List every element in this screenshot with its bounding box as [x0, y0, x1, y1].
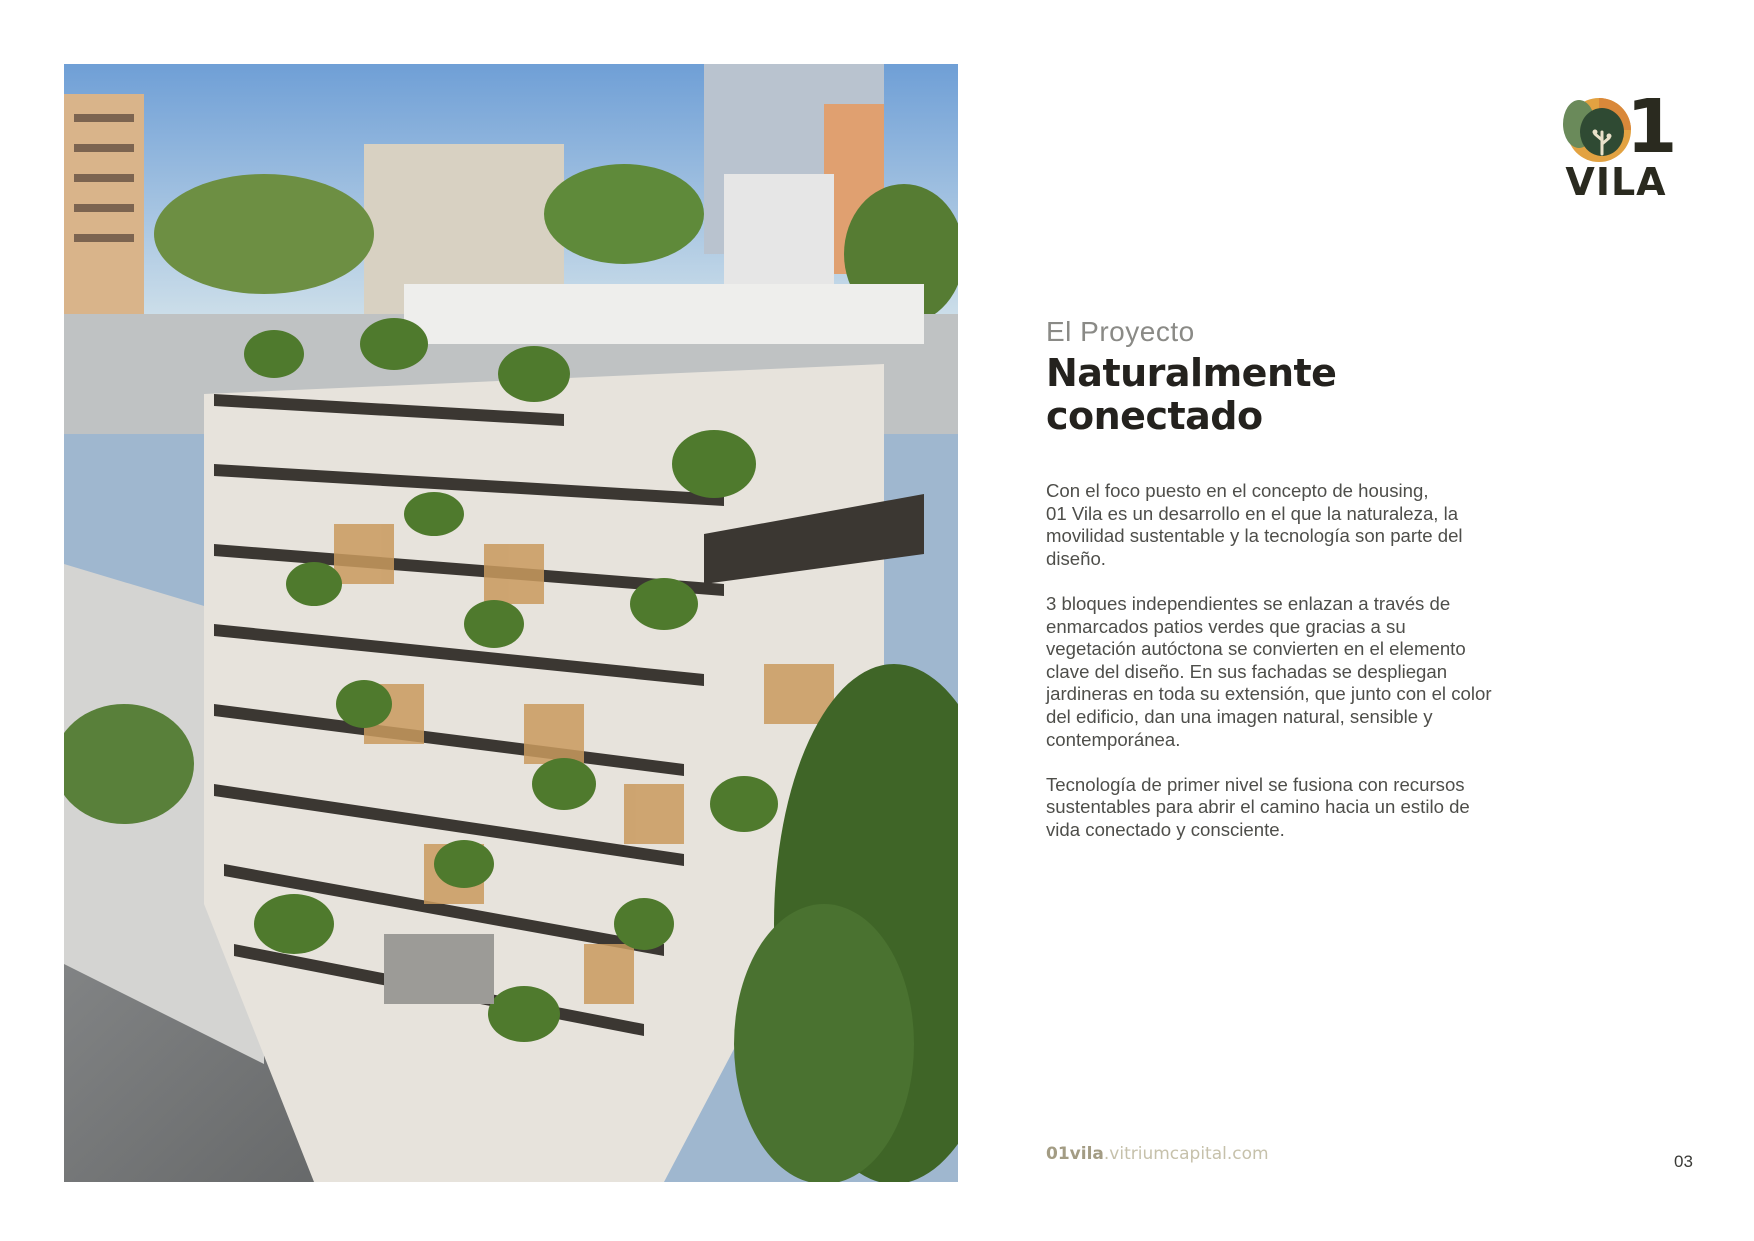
text-line: Con el foco puesto en el concepto de housing, [1046, 480, 1429, 501]
logo-number: 1 [1626, 84, 1678, 170]
text-line: sustentables para abrir el camino hacia un estilo de [1046, 796, 1470, 818]
text-line: clave del diseño. En sus fachadas se despliegan [1046, 660, 1448, 682]
title-line-2: conectado [1046, 394, 1263, 438]
logo-wordmark: VILA [1565, 160, 1667, 204]
brand-logo [1560, 84, 1678, 206]
paragraph-3 [1046, 774, 1566, 842]
building-illustration [64, 64, 958, 1182]
text-line: 01 Vila es un desarrollo en el que la naturaleza, la [1046, 502, 1459, 524]
title-line-1: Naturalmente [1046, 351, 1337, 395]
page-title [1046, 352, 1336, 438]
page-number: 03 [1674, 1152, 1693, 1171]
building-render-image [64, 64, 958, 1182]
website-link[interactable] [1046, 1144, 1269, 1164]
section-kicker: El Proyecto [1046, 316, 1195, 347]
text-line: contemporánea. [1046, 728, 1181, 750]
text-line: vegetación autóctona se convierten en el elemento [1046, 638, 1466, 660]
text-line: diseño. [1046, 547, 1106, 569]
url-domain-rest: .vitriumcapital.com [1103, 1144, 1269, 1164]
text-line: jardineras en toda su extensión, que junto con el color [1046, 683, 1492, 705]
text-line: del edificio, dan una imagen natural, sensible y [1046, 705, 1433, 727]
text-line: 3 bloques independientes se enlazan a través de [1046, 592, 1451, 614]
text-line: Tecnología de primer nivel se fusiona con recursos [1046, 773, 1465, 795]
text-line: vida conectado y consciente. [1046, 818, 1285, 840]
text-line: enmarcados patios verdes que gracias a su [1046, 615, 1406, 637]
paragraph-1 [1046, 480, 1566, 570]
paragraph-2 [1046, 593, 1566, 751]
tree-sun-logo-icon [1562, 96, 1636, 164]
body-text [1046, 480, 1566, 864]
url-domain-bold: 01vila [1046, 1144, 1104, 1164]
text-line: movilidad sustentable y la tecnología son parte del [1046, 525, 1463, 547]
